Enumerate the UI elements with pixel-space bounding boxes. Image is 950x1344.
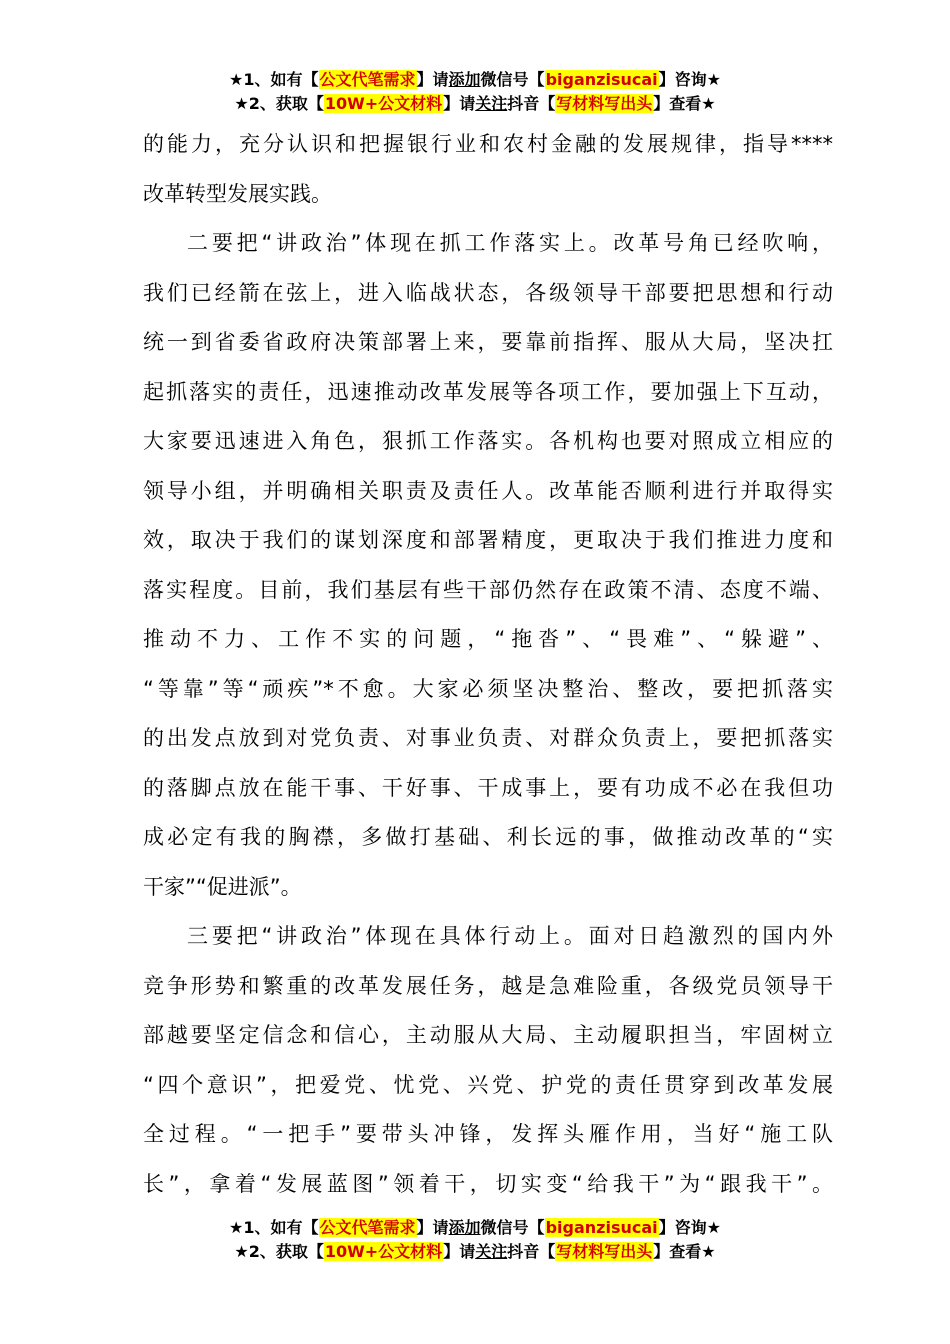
body-line: 起抓落实的责任，迅速推动改革发展等各项工作，要加强上下互动， (143, 379, 833, 404)
body-line: “等靠”等“顽疾”*不愈。大家必须坚决整治、整改，要把抓落实 (143, 676, 833, 701)
bottom-banner (0, 1216, 950, 1264)
banner-line-2 (0, 92, 950, 116)
body-line: 成必定有我的胸襟，多做打基础、利长远的事，做推动改革的“实 (143, 825, 833, 849)
banner-underline: 添加 (448, 70, 481, 89)
document-body (143, 120, 833, 1209)
body-line: 落实程度。目前，我们基层有些干部仍然存在政策不清、态度不端、 (143, 577, 833, 602)
banner-text: ★2、获取【 (234, 1242, 324, 1261)
banner-text: 抖音【 (507, 1242, 556, 1261)
banner-underline: 添加 (448, 1218, 481, 1237)
banner-highlight: 10W+公文材料 (324, 1242, 443, 1261)
banner-text: 】请 (416, 1218, 449, 1237)
body-line: 推动不力、工作不实的问题，“拖沓”、“畏难”、“躲避”、 (143, 627, 833, 651)
paragraph-start-line: 三要把“讲政治”体现在具体行动上。面对日趋激烈的国内外 (187, 924, 833, 948)
body-line: 的能力，充分认识和把握银行业和农村金融的发展规律，指导**** (143, 132, 833, 156)
body-line: 竞争形势和繁重的改革发展任务，越是急难险重，各级党员领导干 (143, 973, 833, 998)
banner-highlight: 公文代笔需求 (319, 70, 416, 89)
banner-highlight: 10W+公文材料 (324, 94, 443, 113)
body-line: 全过程。“一把手”要带头冲锋，发挥头雁作用，当好“施工队 (143, 1122, 833, 1146)
body-line: “四个意识”，把爱党、忧党、兴党、护党的责任贯穿到改革发展 (143, 1072, 833, 1097)
banner-line-1 (0, 1216, 950, 1240)
banner-text: 抖音【 (507, 94, 556, 113)
body-line: 统一到省委省政府决策部署上来，要靠前指挥、服从大局，坚决扛 (143, 330, 833, 354)
paragraph-start-line: 二要把“讲政治”体现在抓工作落实上。改革号角已经吹响， (187, 231, 833, 255)
banner-text: ★1、如有【 (229, 1218, 319, 1237)
banner-text: 】查看★ (653, 94, 716, 113)
body-line: 的出发点放到对党负责、对事业负责、对群众负责上，要把抓落实 (143, 726, 833, 750)
banner-text: 】咨询★ (658, 70, 721, 89)
body-line: 干家”“促进派”。 (143, 874, 302, 899)
body-line: 的落脚点放在能干事、干好事、干成事上，要有功成不必在我但功 (143, 775, 833, 800)
body-line: 改革转型发展实践。 (143, 181, 332, 206)
body-line: 效，取决于我们的谋划深度和部署精度，更取决于我们推进力度和 (143, 528, 833, 552)
banner-line-1 (0, 68, 950, 92)
banner-text: 】请 (416, 70, 449, 89)
banner-text: 】请 (443, 94, 476, 113)
banner-underline: 关注 (475, 94, 508, 113)
banner-line-2 (0, 1240, 950, 1264)
body-line: 领导小组，并明确相关职责及责任人。改革能否顺利进行并取得实 (143, 478, 833, 503)
banner-highlight: 公文代笔需求 (319, 1218, 416, 1237)
banner-text: 】请 (443, 1242, 476, 1261)
body-line: 大家要迅速进入角色，狠抓工作落实。各机构也要对照成立相应的 (143, 429, 833, 453)
banner-text: 微信号【 (480, 1218, 545, 1237)
banner-douyin-id: 写材料写出头 (556, 1242, 653, 1261)
banner-text: ★2、获取【 (234, 94, 324, 113)
banner-text: 】咨询★ (658, 1218, 721, 1237)
top-banner (0, 68, 950, 116)
banner-wechat-id: biganzisucai (545, 70, 658, 89)
body-line: 我们已经箭在弦上，进入临战状态，各级领导干部要把思想和行动 (143, 280, 833, 305)
banner-wechat-id: biganzisucai (545, 1218, 658, 1237)
banner-text: 】查看★ (653, 1242, 716, 1261)
banner-underline: 关注 (475, 1242, 508, 1261)
banner-douyin-id: 写材料写出头 (556, 94, 653, 113)
body-line: 部越要坚定信念和信心，主动服从大局、主动履职担当，牢固树立 (143, 1023, 833, 1047)
banner-text: 微信号【 (480, 70, 545, 89)
banner-text: ★1、如有【 (229, 70, 319, 89)
body-line: 长”，拿着“发展蓝图”领着干，切实变“给我干”为“跟我干”。 (143, 1171, 833, 1196)
